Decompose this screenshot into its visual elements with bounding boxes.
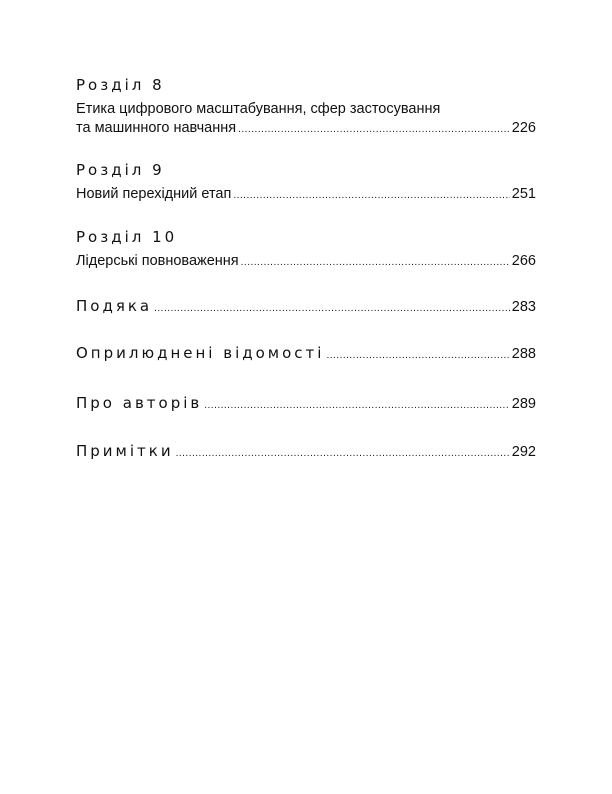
- chapter-title-line: та машинного навчання: [76, 120, 237, 136]
- page-number: 289: [511, 396, 536, 412]
- toc-entry-line: [76, 185, 536, 205]
- dot-leader: [154, 303, 510, 314]
- dot-leader: [204, 400, 510, 411]
- toc-entry-line: [76, 252, 536, 272]
- section-heading: Подяка: [76, 297, 153, 315]
- dot-leader: [241, 253, 510, 272]
- toc-about-authors: [76, 394, 536, 412]
- chapter-heading: Розділ 10: [76, 228, 178, 246]
- chapter-heading: Розділ 9: [76, 161, 165, 179]
- section-heading: Оприлюднені відомості: [76, 344, 325, 362]
- page-number: 226: [511, 120, 536, 136]
- dot-leader: [233, 186, 509, 205]
- dot-leader: [176, 448, 510, 459]
- toc-chapter-9: [76, 161, 536, 205]
- toc-entry-line: [76, 442, 536, 460]
- toc-published-info: [76, 344, 536, 362]
- toc-entry-line: [76, 394, 536, 412]
- chapter-heading: Розділ 8: [76, 76, 165, 94]
- section-heading: Примітки: [76, 442, 174, 460]
- page-number: 292: [511, 444, 536, 460]
- chapter-title: Новий перехідний етап: [76, 186, 232, 202]
- page-number: 283: [511, 299, 536, 315]
- dot-leader: [238, 120, 510, 139]
- section-heading: Про авторів: [76, 394, 203, 412]
- chapter-title: Лідерські повноваження: [76, 253, 239, 269]
- toc-acknowledgements: [76, 297, 536, 315]
- toc-chapter-10: [76, 228, 536, 272]
- toc-entry-line: [76, 344, 536, 362]
- toc-entry-line: [76, 119, 536, 139]
- page-number: 251: [511, 186, 536, 202]
- toc-notes: [76, 442, 536, 460]
- page-number: 266: [511, 253, 536, 269]
- toc-entry-line: [76, 297, 536, 315]
- chapter-title-line: Етика цифрового масштабування, сфер застосування: [76, 101, 441, 117]
- toc-chapter-8: [76, 76, 536, 139]
- page-number: 288: [511, 346, 536, 362]
- dot-leader: [326, 350, 509, 361]
